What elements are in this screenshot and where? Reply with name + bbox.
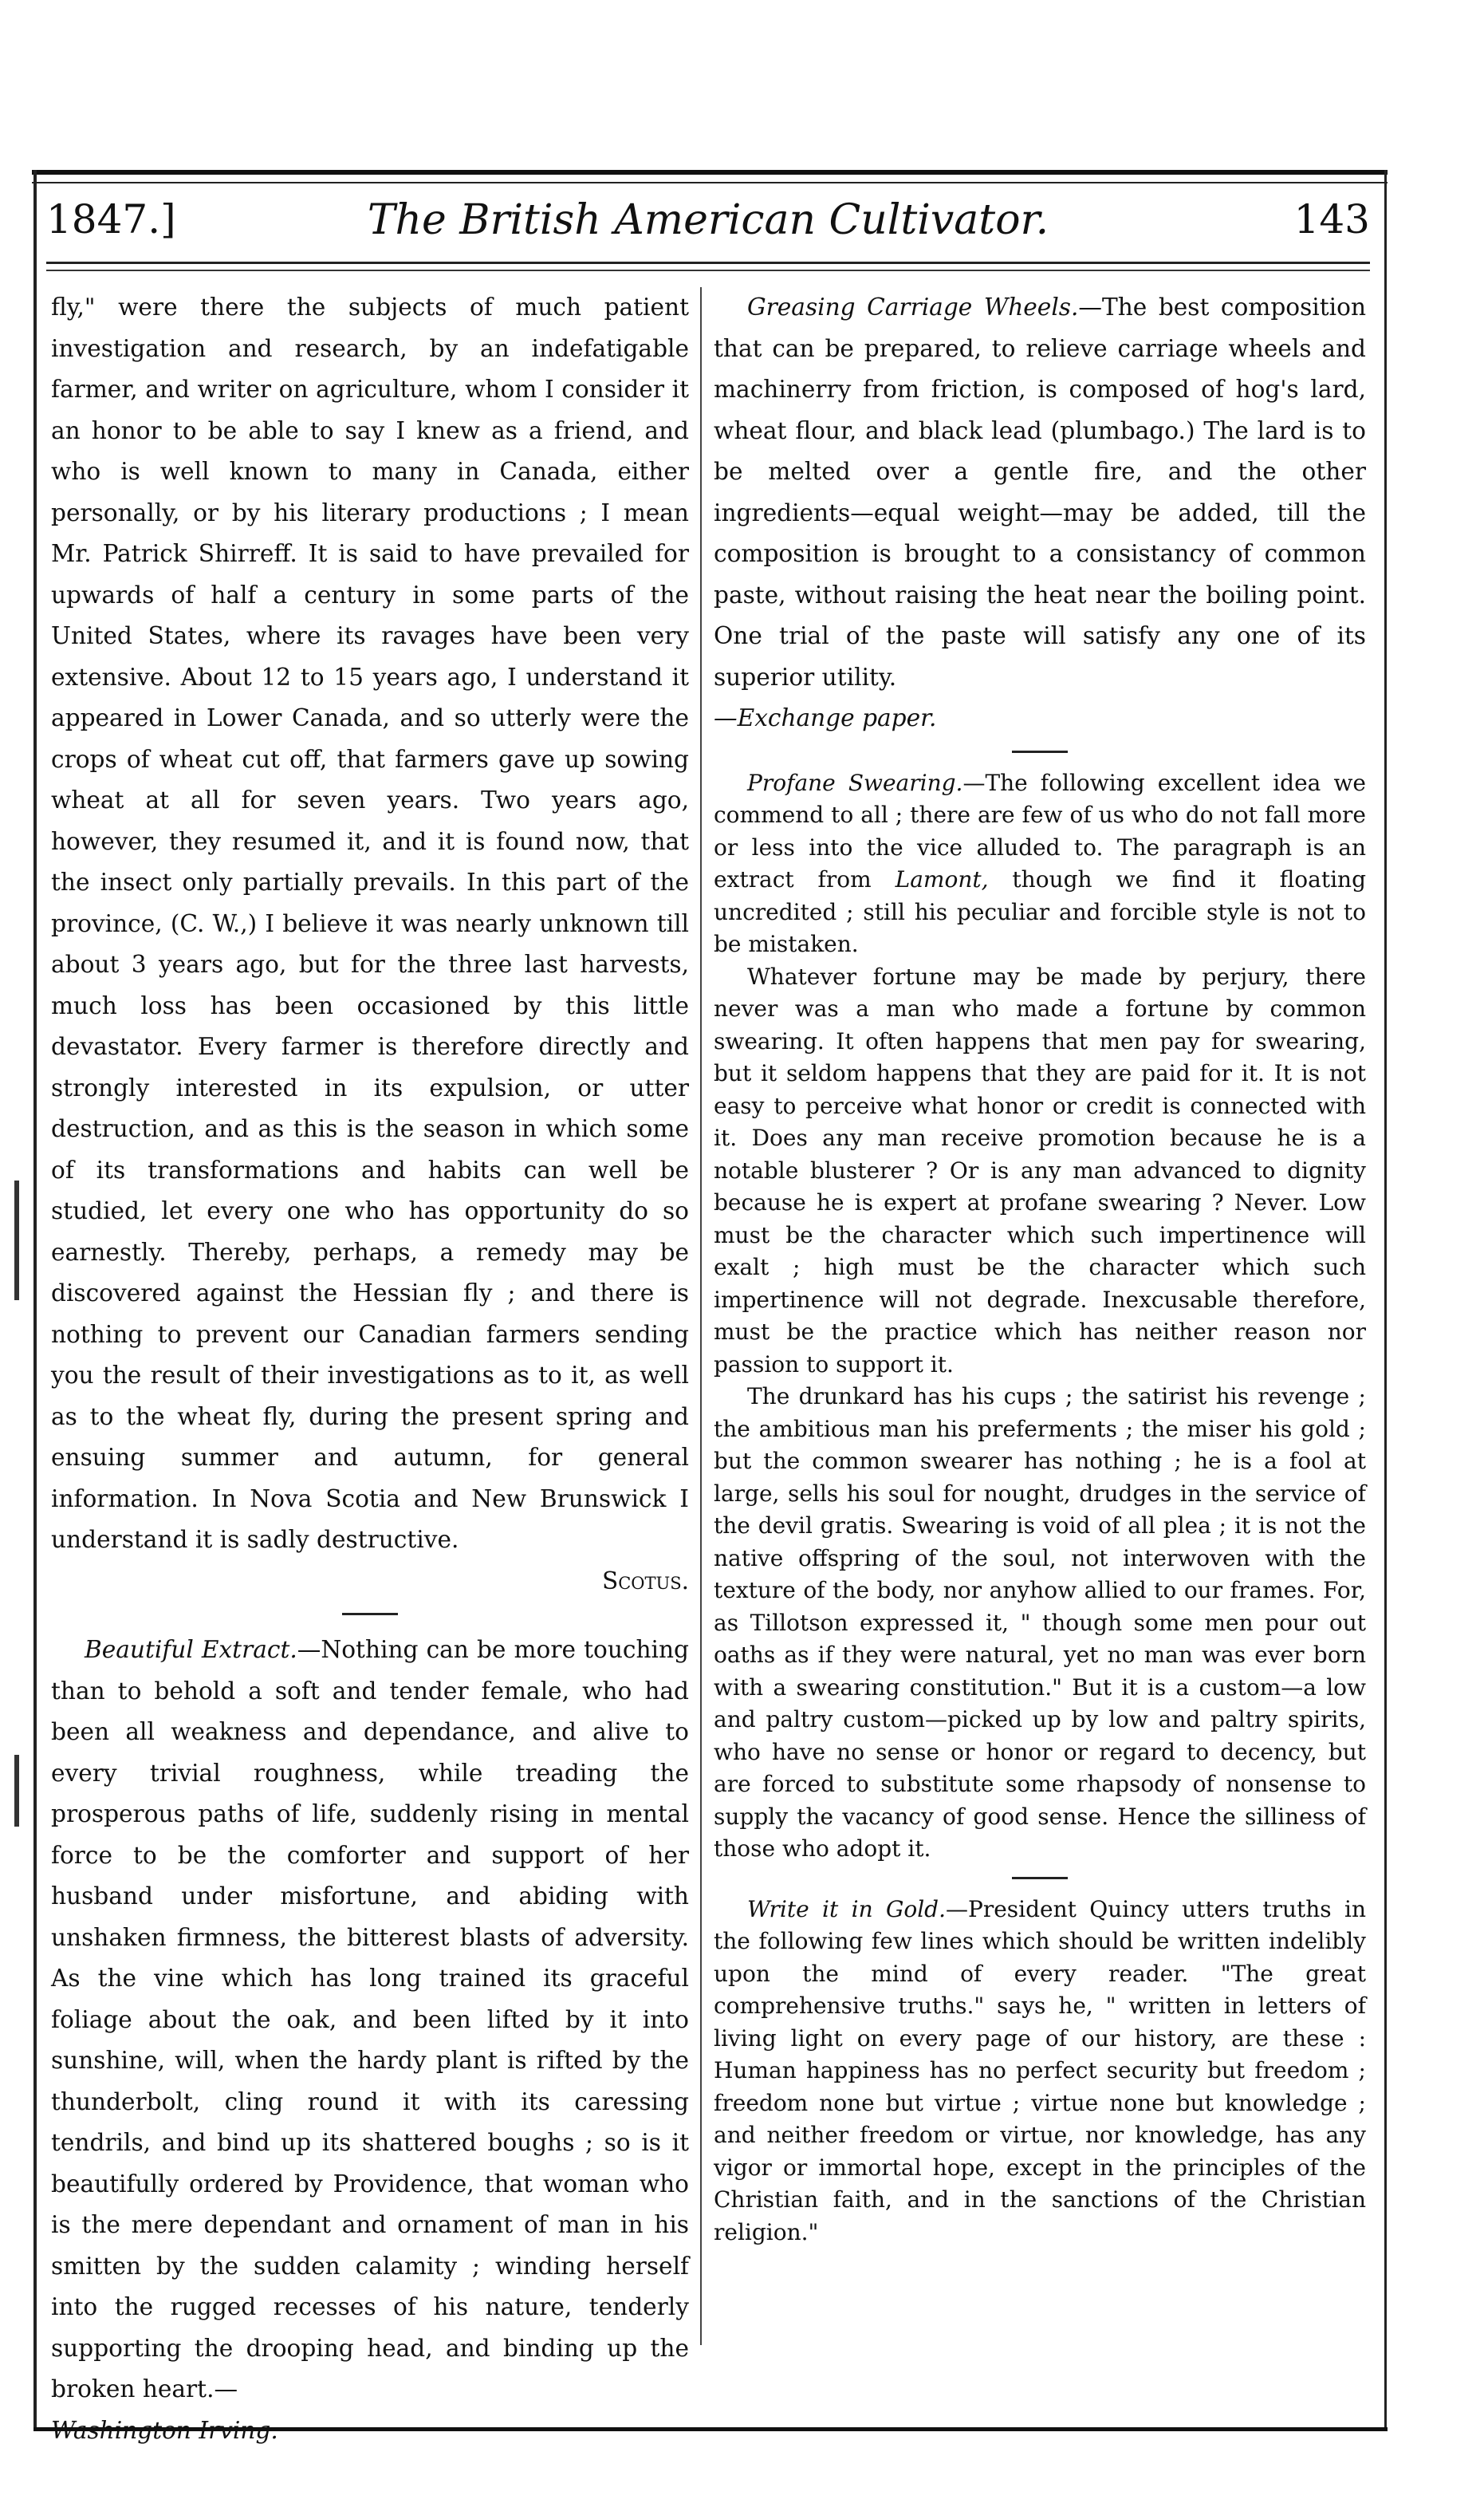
- article-heading: Write it in Gold.: [747, 1895, 946, 1922]
- article-separator: [342, 1613, 398, 1615]
- profane-swearing-article: Profane Swearing.—The following excellent idea we commend to all ; there are few of us who do not fall more or less into the vice alluded to. The paragraph is an extract from Lamont, though we find it floating uncredited ; still his peculiar and forcible style is not to be mistaken. Whatever fortune may be made by perjury, there never was a man who made a fortune by common swearing. It often happens that men pay for swearing, but it seldom happens that they are paid for it. It is not easy to perceive what honor or credit is connected with it. Does any man receive promotion because he is a notable blusterer ? Or is any man advanced to dignity because he is expert at profane swearing ? Never. Low must be the character which such impertinence will exalt ; high must be the character which such impertinence will not degrade. Inexcusable therefore, must be the practice which has neither reason nor passion to support it. The drunkard has his cups ; the satirist his revenge ; the ambitious man his preferments ; the miser his gold ; but the common swearer has nothing ; he is a fool at large, sells his soul for nought, drudges in the service of the devil gratis. Swearing is void of all plea ; it is not the native offspring of the soul, not interwoven with the texture of the body, nor anyhow allied to our frames. For, as Tillotson expressed it, " though some men pour out oaths as if they were natural, yet no man was ever born with a swearing constitution." But it is a custom—a low and paltry custom—picked up by low and paltry spirits, who have no sense or honor or regard to decency, but are forced to substitute some rhapsody of nonsense to supply the vacancy of good sense. Hence the silliness of those who adopt it.: [714, 767, 1366, 1866]
- article-heading: Beautiful Extract.: [85, 1636, 297, 1663]
- journal-title: The British American Cultivator.: [367, 196, 1049, 244]
- author-name: Lamont,: [895, 866, 989, 893]
- article-heading: Greasing Carriage Wheels.: [747, 294, 1079, 321]
- write-it-in-gold-article: Write it in Gold.—President Quincy utters truths in the following few lines which should be written indelibly upon the mind of every reader. "The great comprehensive truths." says he, " written in letters of living light on every page of our history, are these : Human happiness has no perfect security but freedom ; freedom none but virtue ; virtue none but knowledge ; and neither freedom or virtue, nor knowledge, has any vigor or immortal hope, except in the principles of the Christian faith, and in the sanctions of the Christian religion.": [714, 1895, 1366, 2245]
- beautiful-extract-article: Beautiful Extract.—Nothing can be more touching than to behold a soft and tender female, who had been all weakness and dependance, and alive to every trivial roughness, while treading the prosperous paths of life, suddenly rising in mental force to be the comforter and support of her husband under misfortune, and abiding with unshaken firmness, the bitterest blasts of adversity. As the vine which has long trained its graceful foliage about the oak, and been lifted by it into sunshine, will, when the hardy plant is rifted by the thunderbolt, cling round it with its caressing tendrils, and bind up its shattered boughs ; so is it beautifully ordered by Providence, that woman who is the mere dependant and ornament of man in his smitten by the sudden calamity ; winding herself into the rugged recesses of his nature, tenderly supporting the drooping head, and binding up the broken heart.— Washington Irving.: [51, 1636, 689, 2444]
- article-heading: Profane Swearing.: [747, 769, 963, 796]
- frame-top-rule: [32, 170, 1388, 175]
- header-rule: [46, 262, 1370, 264]
- page-header: [46, 191, 1370, 255]
- frame-top-rule-thin: [32, 182, 1388, 183]
- issue-year: 1847.]: [46, 196, 176, 242]
- article-paragraph: Whatever fortune may be made by perjury, there never was a man who made a fortune by common swearing. It often happens that men pay for swearing, but it seldom happens that they are paid for it. It is not easy to perceive what honor or credit is connected with it. Does any man receive promotion because he is a notable blusterer ? Or is any man advanced to dignity because he is expert at profane swearing ? Never. Low must be the character which such impertinence will exalt ; high must be the character which such impertinence will not degrade. Inexcusable therefore, must be the practice which has neither reason nor passion to support it.: [714, 963, 1366, 1378]
- article-separator: [1012, 1877, 1068, 1879]
- header-rule-thin: [46, 270, 1370, 271]
- article-separator: [1012, 751, 1068, 753]
- left-column: [51, 287, 689, 2451]
- right-column: [714, 287, 1366, 2249]
- article-paragraph: The drunkard has his cups ; the satirist his revenge ; the ambitious man his preferments ; the miser his gold ; but the common swearer has nothing ; he is a fool at large, sells his soul for nought, drudges in the service of the devil gratis. Swearing is void of all plea ; it is not the native offspring of the soul, not interwoven with the texture of the body, nor anyhow allied to our frames. For, as Tillotson expressed it, " though some men pour out oaths as if they were natural, yet no man was ever born with a swearing constitution." But it is a custom—a low and paltry custom—picked up by low and paltry spirits, who have no sense or honor or regard to decency, but are forced to substitute some rhapsody of nonsense to supply the vacancy of good sense. Hence the silliness of those who adopt it.: [714, 1383, 1366, 1862]
- hessian-fly-article: fly," were there the subjects of much patient investigation and research, by an indefatigable farmer, and writer on agriculture, whom I consider it an honor to be able to say I knew as a friend, and who is well known to many in Canada, either personally, or by his literary productions ; I mean Mr. Patrick Shirreff. It is said to have prevailed for upwards of half a century in some parts of the United States, where its ravages have been very extensive. About 12 to 15 years ago, I understand it appeared in Lower Canada, and so utterly were the crops of wheat cut off, that farmers gave up sowing wheat at all for seven years. Two years ago, however, they resumed it, and it is found now, that the insect only partially prevails. In this part of the province, (C. W.,) I believe it was nearly unknown till about 3 years ago, but for the three last harvests, much loss has been occasioned by this little devastator. Every farmer is therefore directly and strongly interested in its expulsion, or utter destruction, and as this is the season in which some of its transformations and habits can well be studied, let every one who has opportunity do so earnestly. Thereby, perhaps, a remedy may be discovered against the Hessian fly ; and there is nothing to prevent our Canadian farmers sending you the result of their investigations as to it, as well as to the wheat fly, during the present spring and ensuing summer and autumn, for general information. In Nova Scotia and New Brunswick I understand it is sadly destructive. Scotus.: [51, 287, 689, 1602]
- margin-blot: [14, 1755, 19, 1827]
- greasing-wheels-article: Greasing Carriage Wheels.—The best composition that can be prepared, to relieve carriage wheels and machinerry from friction, is composed of hog's lard, wheat flour, and black lead (plumbago.) The lard is to be melted over a gentle fire, and the other ingredients—equal weight—may be added, till the composition is brought to a consistancy of common paste, without raising the heat near the boiling point. One trial of the paste will satisfy any one of its superior utility. —Exchange paper.: [714, 294, 1367, 731]
- margin-blot: [14, 1181, 19, 1300]
- frame-right-rule: [1384, 170, 1387, 2427]
- article-attribution: Washington Irving.: [51, 2416, 278, 2444]
- page-number: 143: [1293, 196, 1370, 242]
- article-source: —Exchange paper.: [714, 704, 937, 731]
- column-divider: [700, 287, 702, 2345]
- article-signature: Scotus.: [601, 1567, 689, 1595]
- frame-left-rule: [33, 170, 37, 2427]
